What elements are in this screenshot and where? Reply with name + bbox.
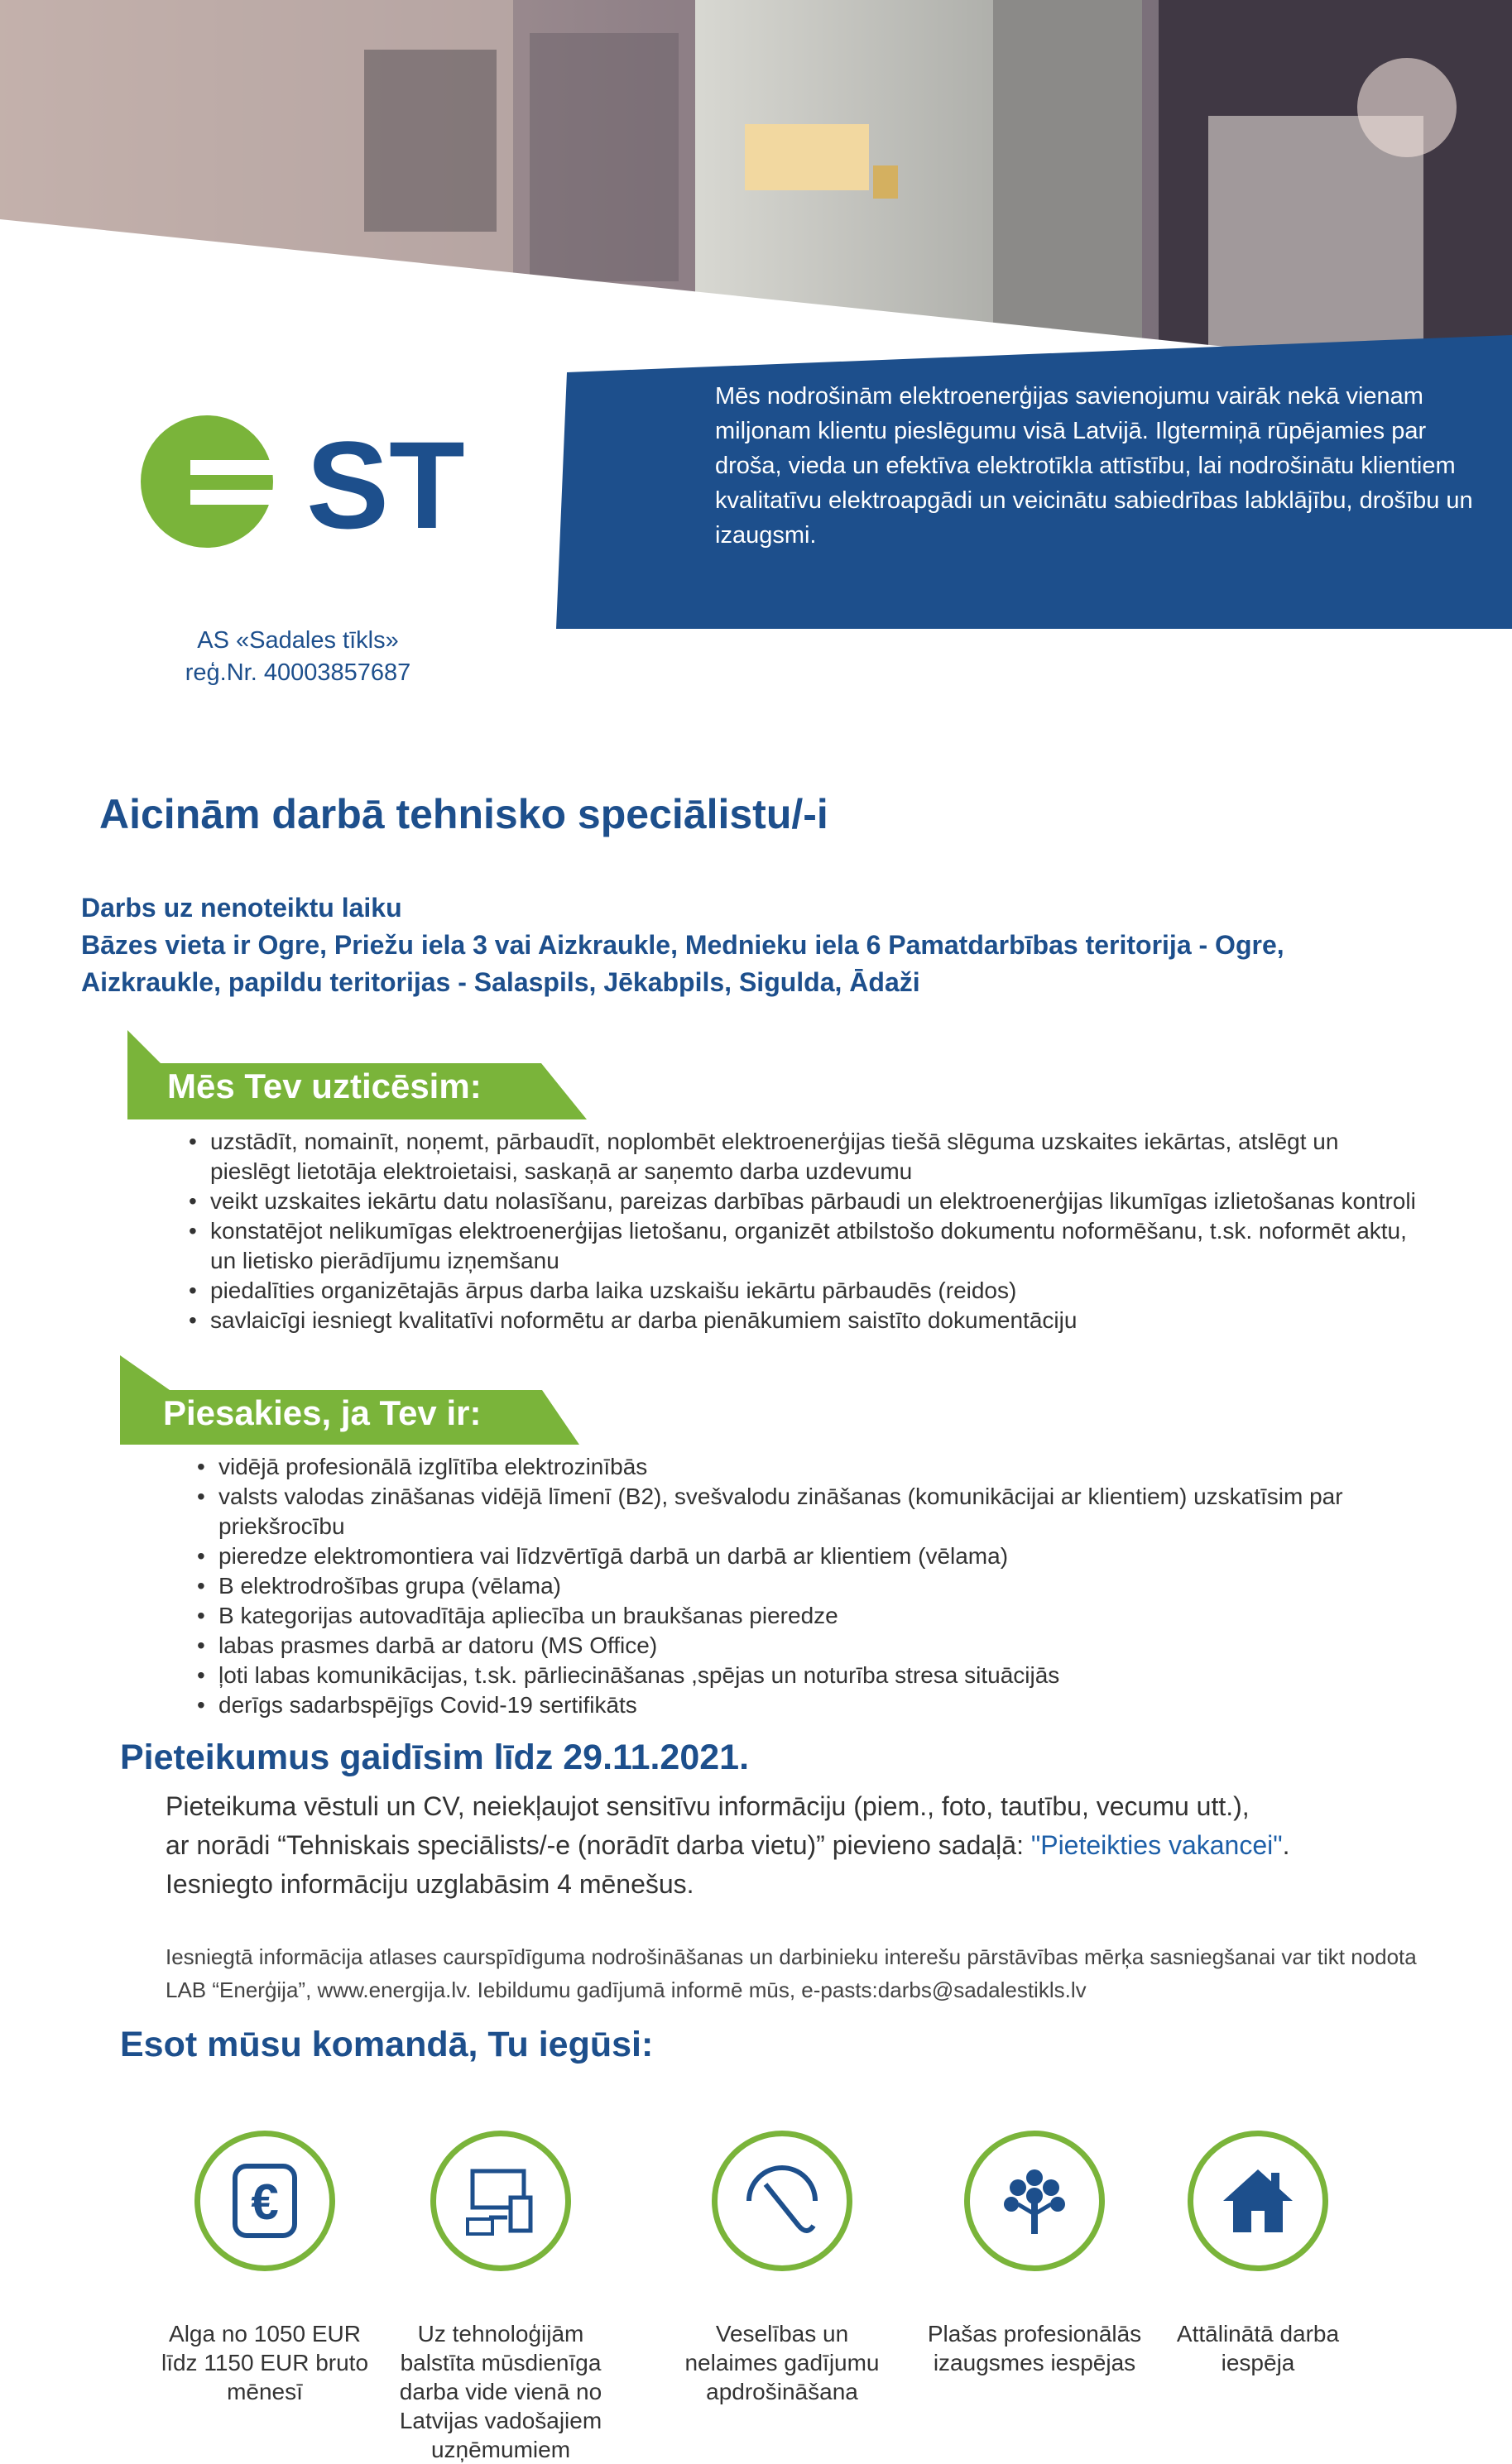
job-info-line: Aizkraukle, papildu teritorijas - Salaspils, Jēkabpils, Sigulda, Ādaži xyxy=(81,967,920,997)
company-reg: reģ.Nr. 40003857687 xyxy=(185,659,411,686)
benefit-label: Plašas profesionālās izaugsmes iespējas xyxy=(927,2321,1142,2375)
requirements-list xyxy=(197,1452,1443,1720)
requirements-title: Piesakies, ja Tev ir: xyxy=(163,1393,482,1432)
list-item: • piedalīties organizētajās ārpus darba laika uzskaišu iekārtu pārbaudēs (reidos) xyxy=(189,1278,1017,1303)
benefit-label: Uz tehnoloģijām balstīta mūsdienīga darba vide vienā no Latvijas vadošajiem uzņēmumiem xyxy=(399,2321,602,2462)
list-item: • ļoti labas komunikācijas, t.sk. pārliecināšanas ,spējas un noturība stresa situācijās xyxy=(197,1662,1060,1688)
apply-line: Iesniegto informāciju uzglabāsim 4 mēnešus. xyxy=(166,1869,694,1899)
job-info-line: Bāzes vieta ir Ogre, Priežu iela 3 vai Aizkraukle, Mednieku iela 6 Pamatdarbības teritorija - Ogre, xyxy=(81,930,1284,960)
svg-text:€: € xyxy=(251,2174,279,2230)
company-logo xyxy=(141,414,472,550)
benefit-remote xyxy=(1146,2131,1370,2377)
list-item: • labas prasmes darbā ar datoru (MS Office) xyxy=(197,1632,658,1658)
company-name: AS «Sadales tīkls» xyxy=(197,627,399,654)
benefits-heading: Esot mūsu komandā, Tu iegūsi: xyxy=(120,2025,654,2064)
job-info xyxy=(81,889,1488,1001)
benefit-insurance xyxy=(670,2131,894,2406)
apply-line: Pieteikuma vēstuli un CV, neiekļaujot sensitīvu informāciju (piem., foto, tautību, vecumu utt.), xyxy=(166,1791,1250,1821)
job-info-line: Darbs uz nenoteiktu laiku xyxy=(81,893,402,923)
list-item: • B kategorijas autovadītāja apliecība un braukšanas pieredze xyxy=(197,1603,838,1628)
company-info xyxy=(157,625,439,689)
benefit-workplace xyxy=(389,2131,612,2464)
list-item: • B elektrodrošības grupa (vēlama) xyxy=(197,1573,561,1599)
list-item: • uzstādīt, nomainīt, noņemt, pārbaudīt, noplombēt elektroenerģijas tiešā slēguma uzskaites iekārtas, atslēgt un pieslēgt lietotāja elektroietaisi, saskaņā ar saņemto darba uzdevumu xyxy=(189,1129,1339,1184)
apply-instructions xyxy=(166,1787,1473,1904)
apply-line: ar norādi “Tehniskais speciālists/-e (norādīt darba vietu)” pievieno sadaļā: "Pieteikties vakancei". xyxy=(166,1830,1290,1860)
benefit-label: Veselības un nelaimes gadījumu apdrošināšana xyxy=(684,2321,880,2404)
list-item: • vidējā profesionālā izglītība elektrozinībās xyxy=(197,1454,648,1479)
deadline-heading: Pieteikumus gaidīsim līdz 29.11.2021. xyxy=(120,1738,750,1777)
list-item: • pieredze elektromontiera vai līdzvērtīgā darbā un darbā ar klientiem (vēlama) xyxy=(197,1543,1009,1569)
euro-icon xyxy=(194,2131,335,2271)
umbrella-icon xyxy=(712,2131,852,2271)
tree-icon xyxy=(964,2131,1105,2271)
benefit-growth xyxy=(923,2131,1146,2377)
benefit-label: Alga no 1050 EUR līdz 1150 EUR bruto mēnesī xyxy=(161,2321,369,2404)
list-item: • valsts valodas zināšanas vidējā līmenī (B2), svešvalodu zināšanas (komunikācijai ar klientiem) uzskatīsim par priekšrocību xyxy=(197,1484,1343,1539)
requirements-banner xyxy=(120,1355,583,1445)
apply-link[interactable]: "Pieteikties vakancei" xyxy=(1030,1830,1283,1860)
list-item: • veikt uzskaites iekārtu datu nolasīšanu, pareizas darbības pārbaudi un elektroenerģijas likumīgas izlietošanas kontroli xyxy=(189,1188,1416,1214)
duties-title: Mēs Tev uzticēsim: xyxy=(167,1067,482,1105)
duties-list xyxy=(189,1127,1418,1335)
job-headline: Aicinām darbā tehnisko speciālistu/-i xyxy=(99,791,828,837)
benefit-label: Attālinātā darba iespēja xyxy=(1176,2321,1340,2375)
home-icon xyxy=(1188,2131,1328,2271)
logo-text: ST xyxy=(306,415,465,550)
list-item: • konstatējot nelikumīgas elektroenerģijas lietošanu, organizēt atbilstošo dokumentu noformēšanu, t.sk. noformēt aktu, un lietisko pierādījumu izņemšanu xyxy=(189,1218,1407,1273)
devices-icon xyxy=(430,2131,571,2271)
duties-banner xyxy=(127,1030,591,1119)
list-item: • savlaicīgi iesniegt kvalitatīvi noformētu ar darba pienākumiem saistīto dokumentāciju xyxy=(189,1307,1078,1333)
list-item: • derīgs sadarbspējīgs Covid-19 sertifikāts xyxy=(197,1692,637,1718)
intro-text: Mēs nodrošinām elektroenerģijas savienojumu vairāk nekā vienam miljonam klientu pieslēgumu visā Latvijā. Ilgtermiņā rūpējamies par droša, vieda un efektīva elektrotīkla attīstību, lai nodrošinātu klientiem kvalitatīvu elektroapgādi un veicinātu sabiedrības labklājību, drošību un izaugsmi. xyxy=(715,383,1473,549)
privacy-notice: Iesniegtā informācija atlases caurspīdīguma nodrošināšanas un darbinieku interešu pārstāvības mērķa sasniegšanai var tikt nodota LAB “Enerģija”, www.energija.lv. Iebildumu gadījumā informē mūs, e-pasts:darbs@sadalestikls.lv xyxy=(166,1944,1417,2002)
benefit-salary xyxy=(153,2131,377,2406)
